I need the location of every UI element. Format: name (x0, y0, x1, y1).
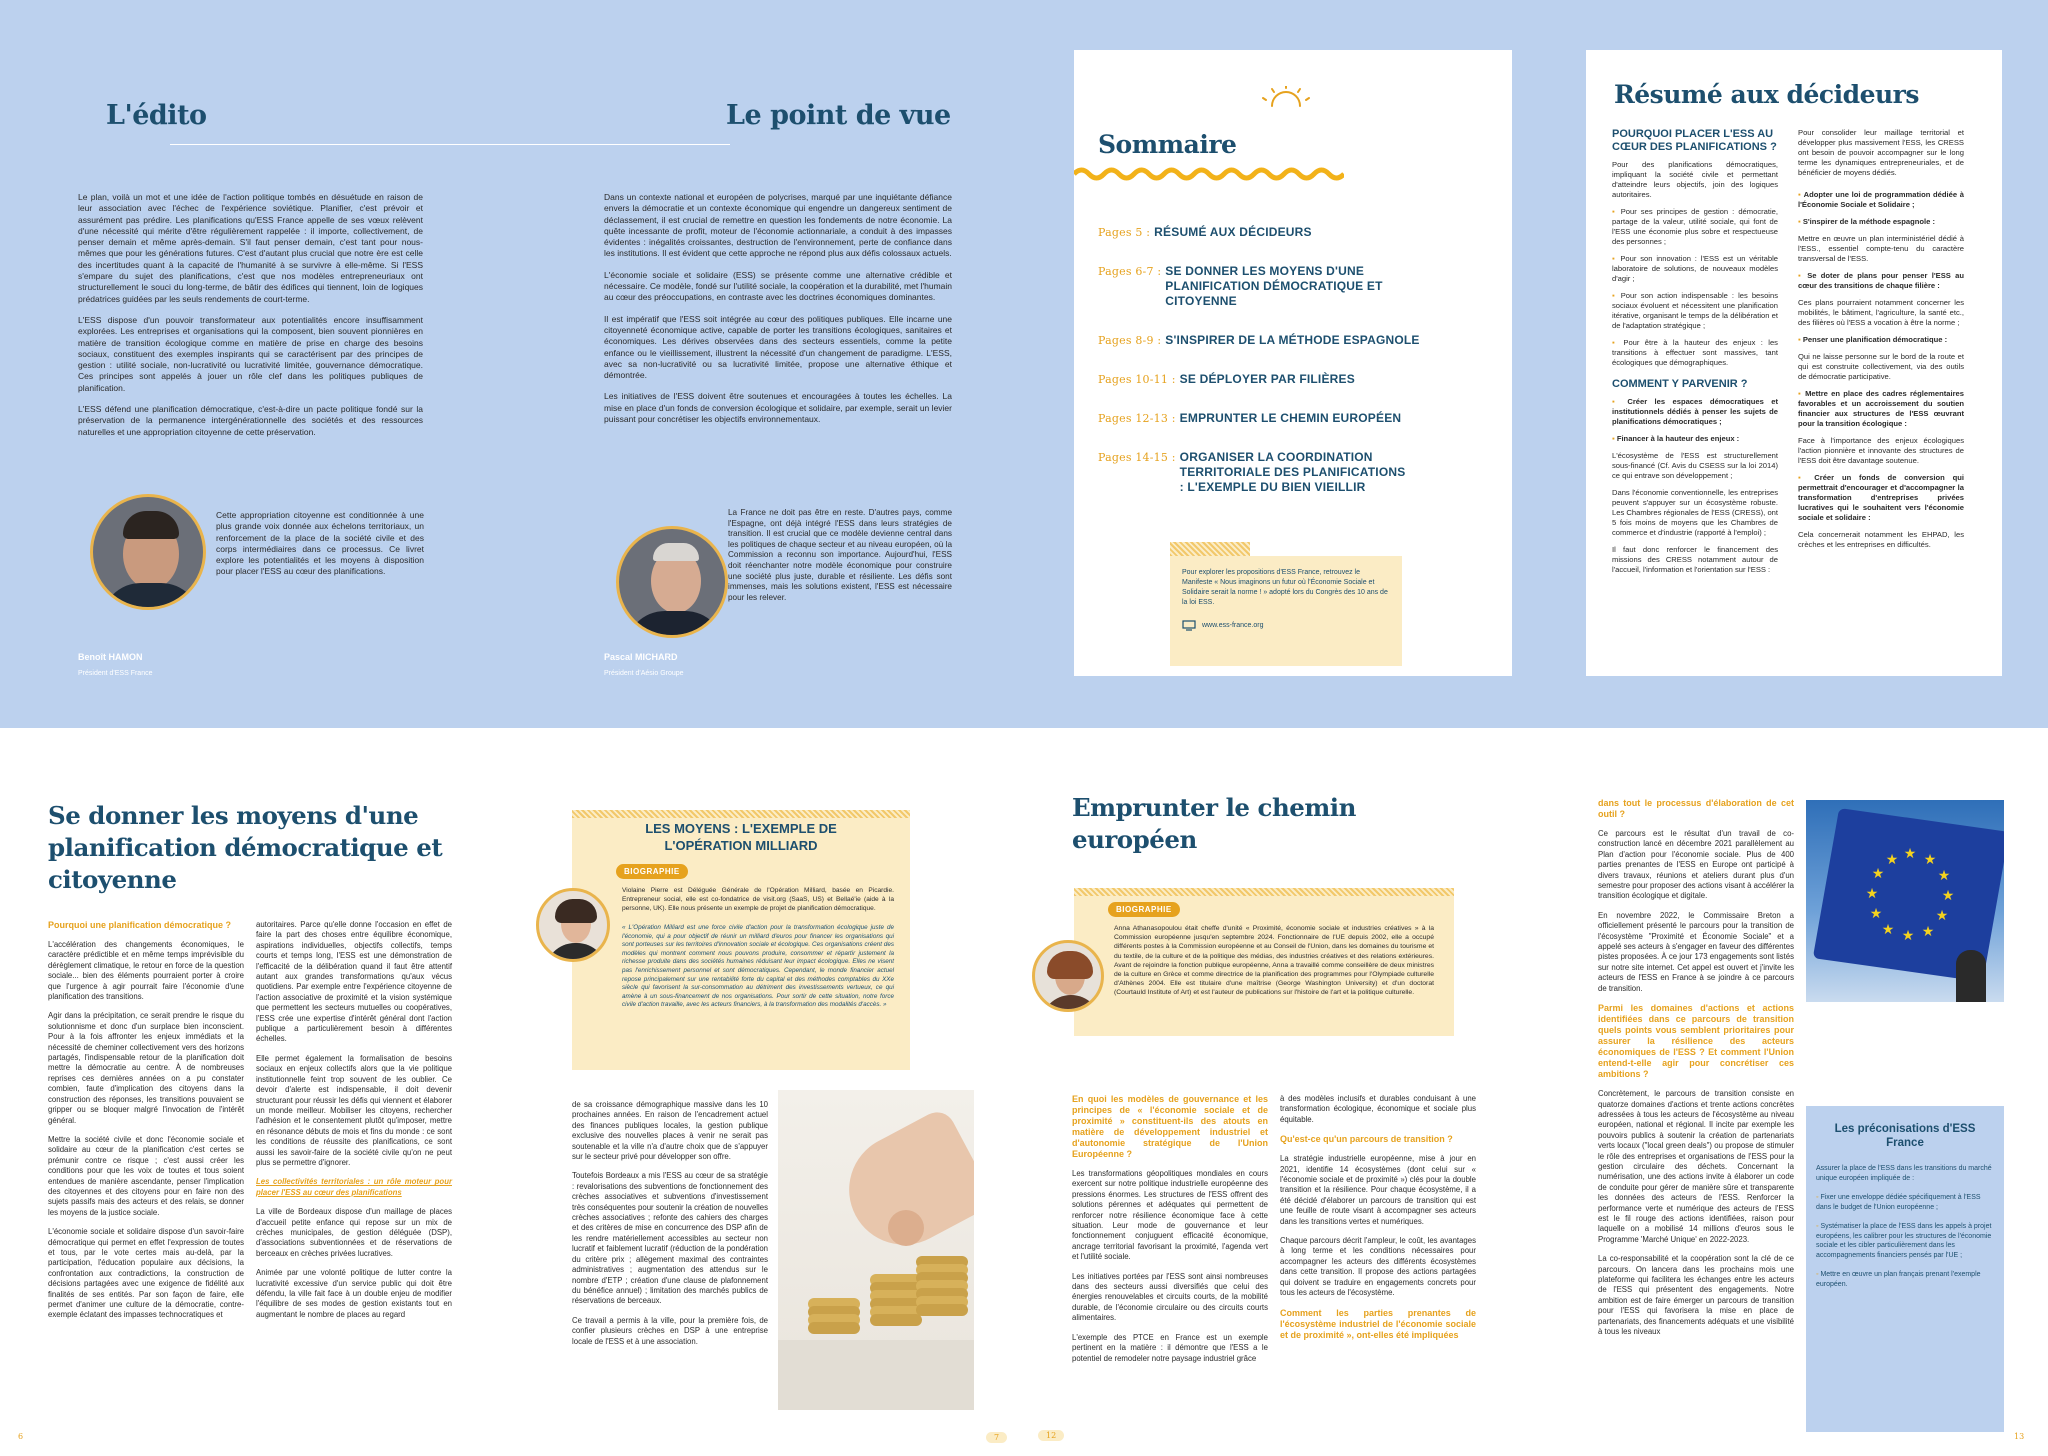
edito-paragraph: Le plan, voilà un mot et une idée de l'action politique tombés en désuétude en raison de leur association avec l'échec de l'expérience soviétique. Planifier, c'est prévoir et assurément pas prédire. Les planifications qu'ESS France appelle de ses vœux relèvent d'une nécessité qui mérite d'être régulièrement rappelée : il importe, collectivement, de penser demain et même après-demain. S'il faut penser demain, c'est tant pour nous-mêmes que pour les générations futures. C'est d'autant plus crucial que notre ère est celle des incertitudes quant à la capacité de l'humanité à se survivre à elle-même. Si l'ESS s'empare du sujet des planifications, c'est que nos modèles entrepreneuriaux ont structurellement le souci du long-terme, de bâtir des édifices qui tiennent, loin de logiques prédatrices guidées par les seuls rendements de court-terme. (78, 192, 423, 304)
edito-signature-role: Président d'ESS France (78, 670, 153, 677)
europe-title: Emprunter le chemin européen (1072, 793, 1356, 854)
resume-column-left: POURQUOI PLACER L'ESS AU CŒUR DES PLANIFICATIONS ? Pour des planifications démocratiques, impliquant la société civile et permettant d'atteindre leurs objectifs, join des logiques autoritaires. ▪ Pour ses principes de gestion : démocratie, partage de la valeur, utilité sociale, qui font de l'ESS une économie plus sobre et respectueuse des personnes ; ▪ Pour son innovation : l'ESS est un véritable laboratoire de solutions, de nouveaux modèles d'agir ; ▪ Pour son action indispensable : les besoins sociaux évoluent et nécessitent une planification itérative, organisant le temps de la délibération et de l'adaptation stratégique ; ▪ Pour être à la hauteur des enjeux : les transitions à effectuer sont massives, tant écologiques que démographiques. COMMENT Y PARVENIR ? ▪ Créer les espaces démocratiques et institutionnels dédiés à penser les sujets de planifications démocratiques ; ▪ Financer à la hauteur des enjeux : L'écosystème de l'ESS est structurellement sous-financé (Cf. Avis du CSESS sur la loi 2014) ce qui entrave son développement ; Dans l'économie conventionnelle, les entreprises peuvent s'appuyer sur un écosystème robuste. Les Chambres régionales de l'ESS (CRESS), ont 5 fois moins de moyens que les Chambres de commerce et d'industrie (rapporté à l'emploi) ; Il faut donc renforcer le financement des missions des CRESS notamment autour de l'accueil, l'information et l'orientation sur l'ESS : (1612, 128, 1779, 574)
wave-decoration-icon (1074, 166, 1344, 182)
moyens-column-2: autoritaires. Parce qu'elle donne l'occasion en effet de faire la part des choses entre équilibre économique, aspirations individuelles, objectifs collectifs, temps courts et temps long, l'ESS est une démonstration de l'efficacité de la délibération quand il faut être attentif autant aux grandes transformations qu'aux vécus quotidiens. Par exemple entre l'expérience citoyenne de l'action associative de proximité et la vision systémique que permettent les secteurs mutuelles ou coopératives, l'ESS crée une expertise d'intérêt général dont l'action publique a particulièrement besoin à différentes échelles. Elle permet également la formalisation de besoins sociaux en enjeux collectifs alors que la vie politique institutionnelle feint trop souvent de les oublier. Ce devoir d'alerte est indispensable, il doit devenir structurant pour réussir les défis qui viennent et élaborer un monde meilleur. Mobiliser les citoyens, rechercher l'adhésion et le consentement plutôt qu'imposer, mettre en résonance débuts de mois et fins du monde : ce sont les conditions de réussite des planifications, ce sont aussi les savoir-faire de la société civile qu'on ne peut plus se permettre d'ignorer. Les collectivités territoriales : un rôle moteur pour placer l'ESS au cœur des planifications La ville de Bordeaux dispose d'un maillage de places d'accueil petite enfance qui repose sur un mix de crèches municipales, de gestion déléguée (DSP), d'associations subventionnées et de réservations de berceaux en crèches privées lucratives. Animée par une volonté politique de lutter contre la lucrativité excessive d'un service public qui doit être défendu, la ville fait face à un double enjeu de modifier l'équilibre de ses modes de gestion existants tout en augmentant le nombre de places au regard (256, 920, 452, 1319)
svg-text:★: ★ (1935, 908, 1949, 924)
toc-item[interactable]: Pages 12-13 : EMPRUNTER LE CHEMIN EUROPÉEN (1098, 411, 1402, 425)
edito-title: L'édito (106, 100, 207, 131)
anna-athanasopoulou-bio (1074, 888, 1454, 1036)
point-de-vue-column (604, 192, 952, 435)
hatch-decoration (1074, 888, 1454, 896)
moyens-column-3: de sa croissance démographique massive dans les 10 prochaines années. En raison de l'encadrement actuel des finances publiques locales, la gestion publique exclusive des nouvelles places à venir ne serait pas soutenable et la ville n'a d'autre choix que de s'appuyer sur le secteur privé pour développer son offre. Toutefois Bordeaux a mis l'ESS au cœur de sa stratégie : revalorisations des subventions de fonctionnement des crèches associatives et subventions d'investissement très conséquentes pour soutenir la création de nouvelles crèches associatives ; refonte des cahiers des charges et des critères de mise en concurrence des DSP afin de les rendre matériellement accessibles au secteur non lucratif et faiblement lucratif (réduction de la pondération du critère prix ; allègement maximal des contraintes administratives ; augmentation des attendus sur le nombre d'ETP ; création d'une clause de plafonnement du bénéfice annuel) ; limitation des marchés publics de réservations de berceaux. Ce travail a permis à la ville, pour la première fois, de confier plusieurs crèches en DSP à une entreprise locale de l'ESS et à une association. (572, 1100, 768, 1346)
operation-milliard-title: LES MOYENS : L'EXEMPLE DE L'OPÉRATION MILLIARD (645, 821, 837, 853)
resume-column-right: Pour consolider leur maillage territorial et développer plus massivement l'ESS, les CRESS ont besoin de pouvoir accompagner sur le long terme les dynamiques entrepreneuriales, et de bénéficier de moyens dédiés. ▪ Adopter une loi de programmation dédiée à l'Économie Sociale et Solidaire ; ▪ S'inspirer de la méthode espagnole : Mettre en œuvre un plan interministériel dédié à l'ESS., essentiel compte-tenu du caractère transversal de l'ESS. ▪ Se doter de plans pour penser l'ESS au cœur des transitions de chaque filière : Ces plans pourraient notamment concerner les mobilités, le bâtiment, l'agriculture, la santé etc., des filières où l'ESS a vocation à être la norme ; ▪ Penser une planification démocratique : Qui ne laisse personne sur le bord de la route et qui est construite collectivement, via des outils de démocratie participative. ▪ Mettre en place des cadres réglementaires favorables et un accroissement du soutien financier aux structures de l'ESS œuvrant pour la transition écologique : Face à l'importance des enjeux écologiques l'action pionnière et innovante des structures de l'ESS doit être davantage soutenue. ▪ Créer un fonds de conversion qui permettrait d'encourager et d'accompagner la transformation d'entreprises privées lucratives qui le souhaitent vers l'économie sociale et solidaire : Cela concernerait notamment les EHPAD, les crèches et les entreprises en difficultés. (1798, 128, 1964, 549)
toc-item[interactable]: Pages 6-7 : SE DONNER LES MOYENS D'UNE PLANIFICATION DÉMOCRATIQUE ET CITOYENNE (1098, 264, 1383, 308)
svg-text:★: ★ (1871, 866, 1885, 882)
svg-text:★: ★ (1921, 924, 1935, 940)
website-link[interactable]: www.ess-france.org (1202, 621, 1264, 629)
toc-item[interactable]: Pages 10-11 : SE DÉPLOYER PAR FILIÈRES (1098, 372, 1355, 386)
pdv-paragraph: Les initiatives de l'ESS doivent être soutenues et encouragées à toutes les échelles. La mise en place d'un fonds de conversion écologique et solidaire, par exemple, serait un levier puissant pour concrétiser les objectifs environnementaux. (604, 391, 952, 425)
pdv-signature-role: Président d'Aésio Groupe (604, 670, 684, 677)
edito-paragraph: L'ESS dispose d'un pouvoir transformateur aux potentialités encore insuffisamment explorées. Les entreprises et organisations qui la composent, bien souvent pionnières en matière de transition écologique comme en matière de prise en charge des besoins sociaux, constituent des exemples inspirants qui se caractérisent par des principes de gestion : utilité sociale, non-lucrativité ou lucrativité limitée, gouvernance démocratique. Ces principes sont appelés à jouer un rôle clef dans les politiques publiques de planification. (78, 314, 423, 393)
eu-stars-icon (1850, 836, 1970, 956)
svg-text:★: ★ (1901, 928, 1915, 944)
svg-text:★: ★ (1865, 886, 1879, 902)
europe-column-3: dans tout le processus d'élaboration de cet outil ? Ce parcours est le résultat d'un travail de co-construction lancé en décembre 2021 parallèlement au Plan d'action pour l'économie sociale. Plus de 400 parties prenantes de l'ESS en Europe ont participé à divers travaux, réunions et ateliers durant plus d'un semestre pour proposer des actions visant à accélérer la transition écologique et digitale. En novembre 2022, le Commissaire Breton a officiellement présenté le parcours pour la transition de l'écosystème "Proximité et Économie Sociale" et a appelé ses acteurs à s'engager en faveur des différentes pistes proposées. À ce jour 173 engagements sont listés sur notre site internet. Cet appel est ouvert et j'invite les acteurs de l'ESS en France à se joindre à ce parcours de transition. Parmi les domaines d'actions et actions identifiées dans ce parcours de transition quels points vous semblent prioritaires pour assurer la résilience des acteurs économiques de l'ESS ? Et comment l'Union entend-t-elle agir pour concrétiser ces ambitions ? Concrètement, le parcours de transition consiste en quatorze domaines d'actions et trente actions concrètes adressées à tous les acteurs de l'écosystème au niveau européen, national et régional. Il incite par exemple les pouvoirs publics à soutenir la création de partenariats verts locaux ("local green deals") ou propose de stimuler le rôle des entreprises et organisations de l'ESS pour la gestion circulaire des déchets. Concernant la numérisation, une des actions invite à élaborer un code de conduite pour gérer de manière sûre et transparente les données des acteurs de l'ESS. Renforcer la performance verte et numérique des acteurs de l'ESS est le fil rouge des actions identifiées, raison pour laquelle on a mobilisé 14 millions d'euros sous le Programme 'Marché Unique' en 2022-2023. La co-responsabilité et la coopération sont la clé de ce parcours. On lancera dans les prochains mois une plateforme qui facilitera les échanges entre les acteurs de l'ESS qui présentent des engagements. Notre ambition est de faire émerger un parcours de transition pour l'ESS qui favorisera la mise en place de partenariats, des financements adéquats et une visibilité à tous les niveaux (1598, 798, 1794, 1337)
edito-column (78, 192, 423, 448)
pdv-paragraph: Il est impératif que l'ESS soit intégrée au cœur des politiques publiques. Elle incarne une citoyenneté économique active, capable de porter les transitions écologiques, sanitaires et économiques. Les dérives observées dans des secteurs essentiels, comme la petite enfance ou le vieillissement, illustrent la nécessité d'un changement de paradigme. L'ESS, avec sa non-lucrativité ou sa lucrativité limitée, propose une alternative éthique et démontrée. (604, 313, 952, 381)
toc-item[interactable]: Pages 8-9 : S'INSPIRER DE LA MÉTHODE ESPAGNOLE (1098, 333, 1420, 347)
svg-text:★: ★ (1869, 906, 1883, 922)
sommaire-title: Sommaire (1098, 130, 1237, 159)
sommaire-card (1074, 50, 1512, 676)
preconisations-box: Les préconisations d'ESS France Assurer la place de l'ESS dans les transitions du marché unique européen impliquée de : ◦ Fixer une enveloppe dédiée spécifiquement à l'ESS dans le budget de l'Union européenne ; ◦ Systématiser la place de l'ESS dans les appels à projet européens, les calibrer pour les structures de l'économie sociale et les cibler particulièrement dans les accompagnements financiers pensés par l'UE ; ◦ Mettre en œuvre un plan français prenant l'exemple européen. (1806, 1106, 2004, 1432)
point-de-vue-title: Le point de vue (726, 100, 951, 131)
toc-item[interactable]: Pages 14-15 : ORGANISER LA COORDINATION TERRITORIALE DES PLANIFICATIONS : L'EXEMPLE DU BIEN VIEILLIR (1098, 450, 1406, 494)
europe-spread (1024, 728, 2048, 1456)
sommaire-spread (1024, 0, 2048, 728)
page-number-left: 6 (18, 1432, 24, 1441)
page-number-right: 7 (986, 1432, 1007, 1443)
title-divider (170, 144, 730, 145)
pdv-paragraph: La France ne doit pas être en reste. D'autres pays, comme l'Espagne, ont déjà intégré l'ESS dans leurs stratégies de transition. Il est crucial que ce modèle devienne central dans les politiques de chaque secteur et au niveau européen, où la Commission a reconnu son importance. Aujourd'hui, l'ESS doit réenchanter notre modèle économique pour construire une société plus juste, durable et résiliente. Les défis sont immenses, mais les solutions existent, l'ESS est nécessaire pour les relever. (728, 508, 952, 602)
monitor-icon (1182, 620, 1196, 631)
anna-athanasopoulou-portrait (1032, 940, 1104, 1012)
pascal-michard-portrait (616, 526, 728, 638)
page-number-left: 12 (1038, 1430, 1064, 1441)
edito-paragraph: L'ESS défend une planification démocratique, c'est-à-dire un pacte politique fondé sur la préservation de la permanence intergénérationnelle des sociétés et des ressources naturelles et une appropriation citoyenne de cette préservation. (78, 404, 423, 437)
table-of-contents (1098, 225, 1498, 519)
svg-text:★: ★ (1937, 868, 1951, 884)
svg-text:★: ★ (1923, 852, 1937, 868)
resume-title: Résumé aux décideurs (1614, 80, 1919, 109)
benoit-hamon-portrait (90, 494, 206, 610)
moyens-column-1: Pourquoi une planification démocratique ? L'accélération des changements économiques, le caractère prédictible et en même temps imprévisible du dérèglement climatique, le retour en force de la question sociale... bien des éléments pourraient porter à croire que l'urgence à agir pourrait faire l'économie d'une planification des transitions. Agir dans la précipitation, ce serait prendre le risque du solutionnisme et donc d'un surplace bien inconscient. Pour à la fois affronter les enjeux immédiats et la nécessité de cheminer collectivement vers des horizons partagés, l'indispensable retour de la planification doit mettre la démocratie au centre. À de nombreuses reprises ces dernières années on a pu constater combien, faute d'implication des citoyens dans la construction des réponses, les transitions pouvaient se gripper ou se bloquer malgré l'invocation de l'intérêt général. Mettre la société civile et donc l'économie sociale et solidaire au cœur de la planification c'est certes se prémunir contre ce risque ; c'est aussi créer les conditions pour que les voix de toutes et tous soient entendues de manière ascendante, penser l'implication des citoyennes et des citoyens pour en faire non des sujets passifs mais des acteurs et des relais, se donner les moyens de la justice sociale. L'économie sociale et solidaire dispose d'un savoir-faire démocratique qui permet en effet l'expression de toutes et tous, par le vote certes mais au-delà, par la participation, l'éducation populaire aux décisions, la confrontation aux contradictions, la construction de décisions partagées avec une exigence de fidélité aux finalités de ses entités. Par son façon de faire, elle permet d'animer une culture de la démocratie, contre-exemple éclatant des impasses technocratiques et (48, 920, 244, 1320)
biography-text: Violaine Pierre est Déléguée Générale de l'Opération Milliard, basée en Picardie. Entrepreneur social, elle est co-fondatrice de visit.org (SaaS, US) et Bellaé'ie (aide à la personne, UK). Elle nous présente un exemple de projet de planification démocratique. (622, 887, 894, 912)
europe-column-2: à des modèles inclusifs et durables conduisant à une transformation écologique, économique et sociale plus équitable. Qu'est-ce qu'un parcours de transition ? La stratégie industrielle européenne, mise à jour en 2021, identifie 14 écosystèmes (dont celui sur « l'économie sociale et de proximité ») clés pour la double transition et la résilience. Pour chaque écosystème, il a été décidé d'élaborer un parcours de transition qui est une feuille de route visant à accompagner ses acteurs dans les transitions vertes et numériques. Chaque parcours décrit l'ampleur, le coût, les avantages à long terme et les conditions nécessaires pour accompagner les acteurs des différents écosystèmes dans cette transition. Il propose des actions partagées qui doivent se traduire en engagements concrets pour tous les acteurs de l'écosystème. Comment les parties prenantes de l'écosystème industriel de l'économie sociale et de proximité », ont-elles été impliquées (1280, 1094, 1476, 1340)
biography-tag: BIOGRAPHIE (1108, 902, 1180, 917)
edito-signature-name: Benoît HAMON (78, 652, 143, 662)
manifeste-note: Pour explorer les propositions d'ESS France, retrouvez le Manifeste « Nous imaginons un futur où l'Économie Sociale et Solidaire serait la norme ! » adopté lors du Congrès des 10 ans de la loi ESS. www.ess-france.org (1170, 556, 1402, 666)
sun-icon (1262, 86, 1310, 108)
svg-text:★: ★ (1903, 846, 1917, 862)
pdv-paragraph: Dans un contexte national et européen de polycrises, marqué par une inquiétante défiance envers la démocratie et un contexte économique qui engendre un dangereux sentiment de déclassement, il est crucial de remettre en question les fondements de notre économie. La quête incessante de profit, moteur de l'économie actionnariale, a conduit à des impasses évidentes : inégalités croissantes, destruction de l'environnement, perte de confiance dans les institutions. Il est évident que cette approche ne répond plus aux défis colossaux actuels. (604, 192, 952, 259)
biography-tag: BIOGRAPHIE (616, 864, 688, 879)
biography-text: Anna Athanasopoulou était cheffe d'unité « Proximité, économie sociale et industries créatives » à la Commission européenne jusqu'en septembre 2024. Fonctionnaire de l'UE depuis 2002, elle a occupé différents postes à la Commission européenne et au Conseil de l'Union, dans les domaines du tourisme et du textile, de la culture et de la politique des médias, des industries créatives et des relations extérieures. Avant de rejoindre la fonction publique européenne, Anna a travaillé comme conseillère de deux ministres de la culture en Grèce et comme directrice de la planification des programmes pour l'Olympiade culturelle d'Athènes 2004. Elle est titulaire d'une maîtrise (George Washington University) et d'un doctorat (Courtauld Institute of Art) et est l'auteur de publications sur l'histoire de l'art et la politique culturelle. (1114, 925, 1434, 997)
moyens-spread (0, 728, 1024, 1456)
violaine-pierre-portrait (536, 888, 610, 962)
toc-item[interactable]: Pages 5 : RÉSUMÉ AUX DÉCIDEURS (1098, 225, 1312, 239)
hatch-decoration (1170, 542, 1250, 556)
moyens-title: Se donner les moyens d'une planification démocratique et citoyenne (48, 801, 443, 894)
svg-text:★: ★ (1941, 888, 1955, 904)
page-number-right: 13 (2014, 1432, 2025, 1441)
pdv-paragraph: L'économie sociale et solidaire (ESS) se présente comme une alternative crédible et nécessaire. Ce modèle, fondé sur l'utilité sociale, la coopération et la durabilité, met l'humain au cœur des préoccupations, en contraste avec les doctrines économiques dominantes. (604, 269, 952, 303)
svg-text:★: ★ (1881, 922, 1895, 938)
operation-milliard-box (572, 810, 910, 1070)
operation-milliard-quote: « L'Opération Milliard est une force civile d'action pour la transformation écologique juste de l'économie, qui a pour objectif de réunir un milliard d'euros pour financer les organisations qui sont porteuses sur les territoires d'innovation sociale et écologique. Ces organisations créent des modèles qui montrent comment nous pouvons produire, consommer et répartir justement la richesse produite dans des sociétés humaines réduisant leur impact écologique. Elles ne visent pas l'enrichissement personnel et sont démocratiques. Cependant, le monde financier actuel repose principalement sur une rentabilité forte du capital et des méthodes comptables du XXe siècle qui favorisent la sur-consommation au détriment des investissements vertueux, ce qui amène à un sous-financement de nos organisations. Pour sortir de cette situation, notre force civile d'action travaille, avec les acteurs financiers, à la transformation des modalités d'accès. » (622, 924, 894, 1009)
eu-flag-photo (1806, 800, 2004, 1002)
europe-column-1: En quoi les modèles de gouvernance et les principes de « l'économie sociale et de proximité » constituent-ils des atouts en matière de développement industriel et d'autonomie stratégique de l'Union Européenne ? Les transformations géopolitiques mondiales en cours exercent sur notre politique industrielle européenne des pressions énormes. Les structures de l'ESS offrent des solutions pérennes et adéquates qui permettent de renforcer notre résilience économique face à cette situation. Leur mode de gouvernance et leur fonctionnement conjuguent efficacité économique, ancrage territorial favorisant la proximité, l'agenda vert et l'utilité sociale. Les initiatives portées par l'ESS sont ainsi nombreuses dans des secteurs aussi diversifiés que celui des énergies renouvelables et circuits courts, de la mobilité durable, de l'économie circulaire ou des circuits courts alimentaires. L'exemple des PTCE en France est un exemple pertinent en la matière : il démontre que l'ESS a le potentiel de remodeler notre paysage industriel grâce (1072, 1094, 1268, 1363)
edito-paragraph: Cette appropriation citoyenne est conditionnée à une plus grande voix donnée aux échelons territoriaux, un renforcement de la place de la société civile et des corps intermédiaires dans ce processus. Ce livret explore les potentialités et les moyens à disposition pour placer l'ESS au cœur des planifications. (216, 510, 424, 577)
resume-card (1586, 50, 2002, 676)
edito-spread (0, 0, 1024, 728)
coins-photo (778, 1090, 974, 1410)
svg-text:★: ★ (1885, 852, 1899, 868)
preconisations-title: Les préconisations d'ESS France (1834, 1123, 1976, 1149)
hatch-decoration (572, 810, 910, 818)
pdv-signature-name: Pascal MICHARD (604, 652, 678, 662)
